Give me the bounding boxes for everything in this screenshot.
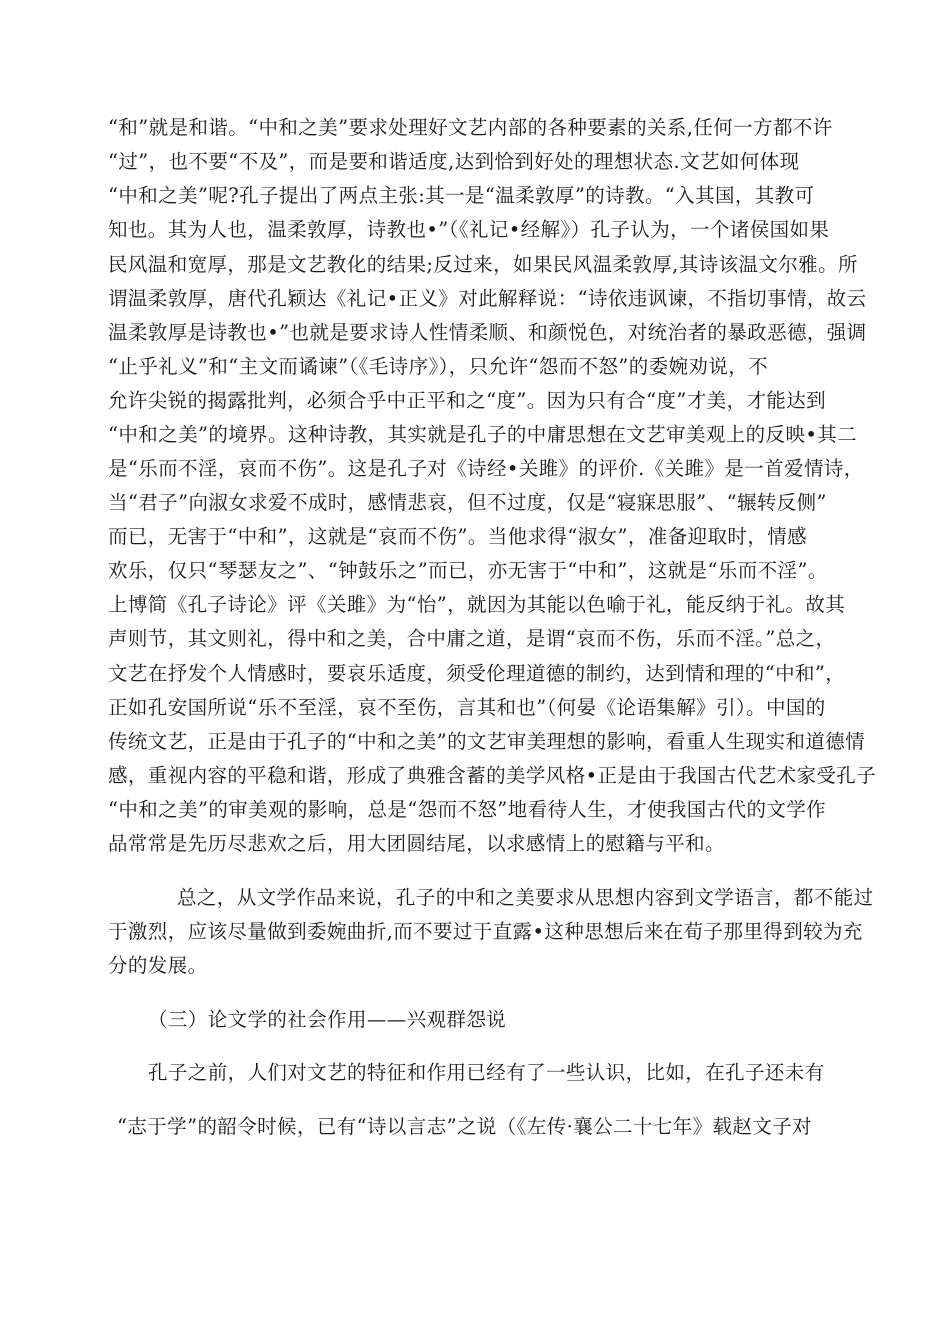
text-line: 总之，从文学作品来说，孔子的中和之美要求从思想内容到文学语言，都不能过 bbox=[177, 886, 874, 909]
text-line: 温柔敦厚是诗教也•”也就是要求诗人性情柔顺、和颜悦色，对统治者的暴政恶德，强调 bbox=[108, 321, 867, 344]
text-line: 传统文艺，正是由于孔子的“中和之美”的文艺审美理想的影响，看重人生现实和道德情 bbox=[108, 730, 866, 753]
text-line: “止乎礼义”和“主文而谲谏”（《毛诗序》），只允许“怨而不怒”的委婉劝说，不 bbox=[108, 355, 769, 378]
text-line: 品常常是先历尽悲欢之后，用大团圆结尾，以求感情上的慰籍与平和。 bbox=[108, 832, 725, 855]
text-line: 声则节，其文则礼，得中和之美，合中庸之道，是谓“哀而不伤，乐而不淫。”总之， bbox=[108, 627, 836, 650]
text-line: 允许尖锐的揭露批判，必须合乎中正平和之“度”。因为只有合“度”才美，才能达到 bbox=[108, 389, 827, 412]
text-line: 于激烈，应该尽量做到委婉曲折,而不要过于直露•这种思想后来在荀子那里得到较为充 bbox=[108, 920, 863, 943]
text-line: 分的发展。 bbox=[108, 954, 208, 977]
text-line: 民风温和宽厚，那是文艺教化的结果;反过来，如果民风温柔敦厚,其诗该温文尔雅。所 bbox=[108, 253, 858, 276]
text-line: 文艺在抒发个人情感时，要哀乐适度，须受伦理道德的制约，达到情和理的“中和”， bbox=[108, 662, 846, 685]
text-line: “中和之美”的境界。这种诗教，其实就是孔子的中庸思想在文艺审美观上的反映•其二 bbox=[108, 423, 858, 446]
text-line: 孔子之前，人们对文艺的特征和作用已经有了一些认识，比如，在孔子还未有 bbox=[148, 1061, 825, 1084]
text-line: 感，重视内容的平稳和谐，形成了典雅含蓄的美学风格•正是由于我国古代艺术家受孔子 bbox=[108, 764, 877, 787]
text-line: 而已，无害于“中和”，这就是“哀而不伤”。当他求得“淑女”，准备迎取时，情感 bbox=[108, 525, 808, 548]
text-line: 是“乐而不淫，哀而不伤”。这是孔子对《诗经•关雎》的评价.《关雎》是一首爱情诗， bbox=[108, 457, 864, 480]
text-line: “中和之美”呢?孔子提出了两点主张:其一是“温柔敦厚”的诗教。“入其国，其教可 bbox=[108, 184, 815, 207]
text-line: 知也。其为人也，温柔敦厚，诗教也•”（《礼记•经解》）孔子认为，一个诸侯国如果 bbox=[108, 218, 830, 241]
text-line: “过”，也不要“不及”，而是要和谐适度,达到恰到好处的理想状态.文艺如何体现 bbox=[108, 150, 800, 173]
text-line: “志于学”的韶令时候，已有“诗以言志”之说（《左传·襄公二十七年》载赵文子对 bbox=[117, 1115, 813, 1138]
text-line: “和”就是和谐。“中和之美”要求处理好文艺内部的各种要素的关系,任何一方都不许 bbox=[108, 116, 833, 139]
text-line: “中和之美”的审美观的影响，总是“怨而不怒”地看待人生，才使我国古代的文学作 bbox=[108, 798, 827, 821]
text-line: 谓温柔敦厚，唐代孔颖达《礼记•正义》对此解释说：“诗依违讽谏，不指切事情，故云 bbox=[108, 287, 867, 310]
section-heading: （三）论文学的社会作用——兴观群怨说 bbox=[148, 1008, 507, 1031]
text-line: 当“君子”向淑女求爱不成时，感情悲哀，但不过度，仅是“寝寐思服”、“辗转反侧” bbox=[108, 491, 827, 514]
text-line: 上博简《孔子诗论》评《关雎》为“怡”，就因为其能以色喻于礼，能反纳于礼。故其 bbox=[108, 593, 846, 616]
text-line: 欢乐，仅只“琴瑟友之”、“钟鼓乐之”而已，亦无害于“中和”，这就是“乐而不淫”。 bbox=[108, 559, 828, 582]
text-line: 正如孔安国所说“乐不至淫，哀不至伤，言其和也”（何晏《论语集解》引）。中国的 bbox=[108, 696, 826, 719]
